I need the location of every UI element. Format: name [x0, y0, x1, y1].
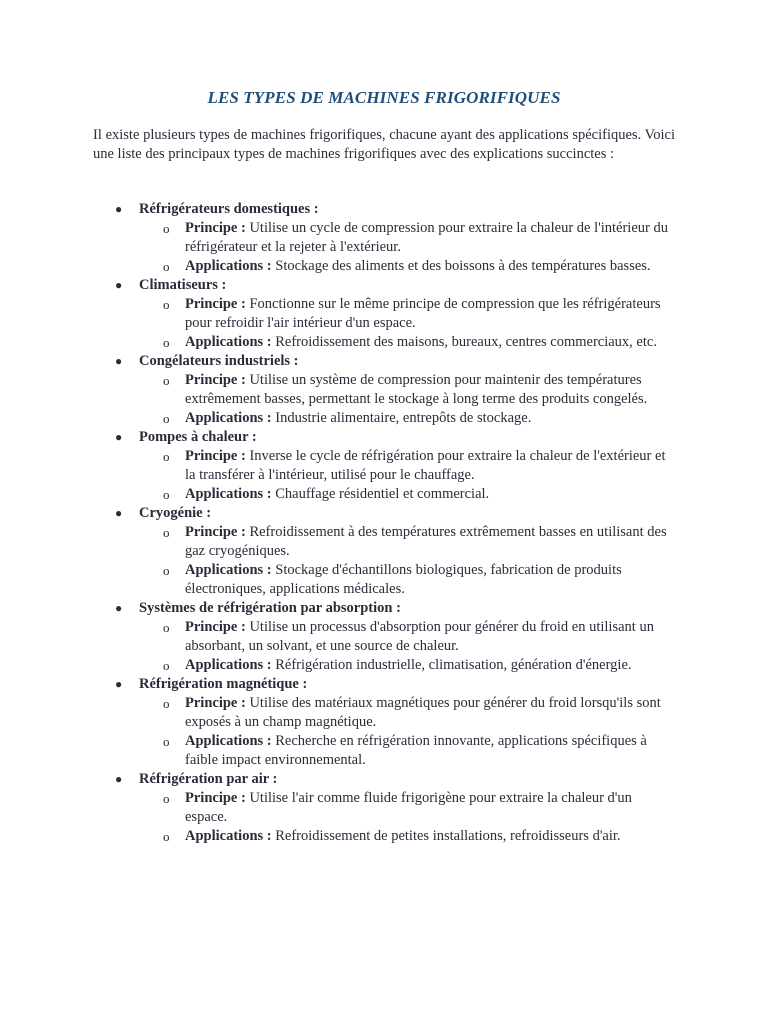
sub-list — [139, 371, 675, 428]
sub-item-principe — [139, 219, 675, 257]
sub-item-principe — [139, 523, 675, 561]
sub-item-label: Principe : — [185, 220, 246, 236]
sub-item-label: Applications : — [185, 258, 272, 274]
sub-item-label: Applications : — [185, 486, 272, 502]
sub-item-label: Applications : — [185, 562, 272, 578]
circle-bullet-icon: o — [163, 373, 170, 388]
sub-item-label: Principe : — [185, 448, 246, 464]
list-item — [93, 352, 675, 428]
sub-item-text: Chauffage résidentiel et commercial. — [275, 486, 490, 502]
circle-bullet-icon: o — [163, 297, 170, 312]
sub-item-text: Refroidissement de petites installations, refroidisseurs d'air. — [275, 828, 621, 844]
sub-item-label: Applications : — [185, 657, 272, 673]
sub-item-label: Principe : — [185, 619, 246, 635]
circle-bullet-icon: o — [163, 411, 170, 426]
sub-item-principe — [139, 295, 675, 333]
list-item — [93, 770, 675, 846]
sub-item-applications — [139, 485, 675, 504]
bullet-icon: ● — [115, 506, 123, 520]
bullet-icon: ● — [115, 354, 123, 368]
circle-bullet-icon: o — [163, 563, 170, 578]
item-title: Pompes à chaleur : — [139, 429, 257, 445]
bullet-icon: ● — [115, 430, 123, 444]
sub-item-text: Réfrigération industrielle, climatisation, génération d'énergie. — [275, 657, 632, 673]
sub-item-applications — [139, 561, 675, 599]
sub-item-text: Utilise des matériaux magnétiques pour générer du froid lorsqu'ils sont exposés à un champ magnétique. — [185, 695, 661, 730]
machine-types-list — [93, 200, 675, 846]
item-title: Cryogénie : — [139, 505, 212, 521]
circle-bullet-icon: o — [163, 734, 170, 749]
circle-bullet-icon: o — [163, 221, 170, 236]
sub-list — [139, 447, 675, 504]
sub-item-text: Refroidissement à des températures extrêmement basses en utilisant des gaz cryogéniques. — [185, 524, 667, 559]
sub-item-principe — [139, 789, 675, 827]
sub-item-text: Fonctionne sur le même principe de compression que les réfrigérateurs pour refroidir l'air intérieur d'un espace. — [185, 296, 661, 331]
sub-list — [139, 219, 675, 276]
sub-item-applications — [139, 732, 675, 770]
sub-item-applications — [139, 333, 675, 352]
list-item — [93, 200, 675, 276]
sub-list — [139, 618, 675, 675]
circle-bullet-icon: o — [163, 259, 170, 274]
sub-item-text: Utilise un cycle de compression pour extraire la chaleur de l'intérieur du réfrigérateur et la rejeter à l'extérieur. — [185, 220, 668, 255]
sub-item-label: Applications : — [185, 828, 272, 844]
sub-list — [139, 523, 675, 599]
sub-item-principe — [139, 447, 675, 485]
list-item — [93, 276, 675, 352]
sub-item-principe — [139, 618, 675, 656]
sub-item-text: Refroidissement des maisons, bureaux, centres commerciaux, etc. — [275, 334, 657, 350]
sub-item-label: Principe : — [185, 790, 246, 806]
circle-bullet-icon: o — [163, 791, 170, 806]
circle-bullet-icon: o — [163, 658, 170, 673]
sub-item-label: Principe : — [185, 695, 246, 711]
circle-bullet-icon: o — [163, 525, 170, 540]
list-item — [93, 504, 675, 599]
bullet-icon: ● — [115, 772, 123, 786]
item-title: Systèmes de réfrigération par absorption : — [139, 600, 401, 616]
sub-item-label: Applications : — [185, 410, 272, 426]
sub-item-label: Principe : — [185, 296, 246, 312]
sub-item-applications — [139, 656, 675, 675]
sub-item-label: Applications : — [185, 334, 272, 350]
circle-bullet-icon: o — [163, 620, 170, 635]
sub-item-text: Stockage des aliments et des boissons à des températures basses. — [275, 258, 651, 274]
circle-bullet-icon: o — [163, 696, 170, 711]
sub-item-principe — [139, 694, 675, 732]
sub-item-principe — [139, 371, 675, 409]
item-title: Réfrigération magnétique : — [139, 676, 308, 692]
sub-item-text: Utilise un processus d'absorption pour générer du froid en utilisant un absorbant, un solvant, et une source de chaleur. — [185, 619, 654, 654]
list-item — [93, 675, 675, 770]
list-item — [93, 599, 675, 675]
bullet-icon: ● — [115, 677, 123, 691]
bullet-icon: ● — [115, 601, 123, 615]
sub-list — [139, 295, 675, 352]
sub-item-applications — [139, 827, 675, 846]
list-item — [93, 428, 675, 504]
item-title: Réfrigérateurs domestiques : — [139, 201, 319, 217]
sub-item-text: Industrie alimentaire, entrepôts de stockage. — [275, 410, 532, 426]
item-title: Congélateurs industriels : — [139, 353, 299, 369]
sub-item-label: Principe : — [185, 372, 246, 388]
circle-bullet-icon: o — [163, 449, 170, 464]
sub-list — [139, 694, 675, 770]
item-title: Réfrigération par air : — [139, 771, 278, 787]
sub-item-label: Principe : — [185, 524, 246, 540]
sub-item-text: Inverse le cycle de réfrigération pour extraire la chaleur de l'extérieur et la transférer à l'intérieur, utilisé pour le chauffage. — [185, 448, 666, 483]
circle-bullet-icon: o — [163, 335, 170, 350]
bullet-icon: ● — [115, 202, 123, 216]
sub-item-text: Utilise un système de compression pour maintenir des températures extrêmement basses, permettant le stockage à long terme des produits congelés. — [185, 372, 648, 407]
sub-item-text: Recherche en réfrigération innovante, applications spécifiques à faible impact environnemental. — [185, 733, 647, 768]
sub-item-label: Applications : — [185, 733, 272, 749]
item-title: Climatiseurs : — [139, 277, 227, 293]
circle-bullet-icon: o — [163, 487, 170, 502]
circle-bullet-icon: o — [163, 829, 170, 844]
document-title: LES TYPES DE MACHINES FRIGORIFIQUES — [207, 88, 561, 107]
intro-paragraph: Il existe plusieurs types de machines frigorifiques, chacune ayant des applications spécifiques. Voici une liste des principaux types de machines frigorifiques avec des explications succinctes : — [93, 127, 675, 162]
sub-list — [139, 789, 675, 846]
bullet-icon: ● — [115, 278, 123, 292]
sub-item-text: Utilise l'air comme fluide frigorigène pour extraire la chaleur d'un espace. — [185, 790, 632, 825]
sub-item-applications — [139, 257, 675, 276]
sub-item-applications — [139, 409, 675, 428]
sub-item-text: Stockage d'échantillons biologiques, fabrication de produits électroniques, applications médicales. — [185, 562, 622, 597]
